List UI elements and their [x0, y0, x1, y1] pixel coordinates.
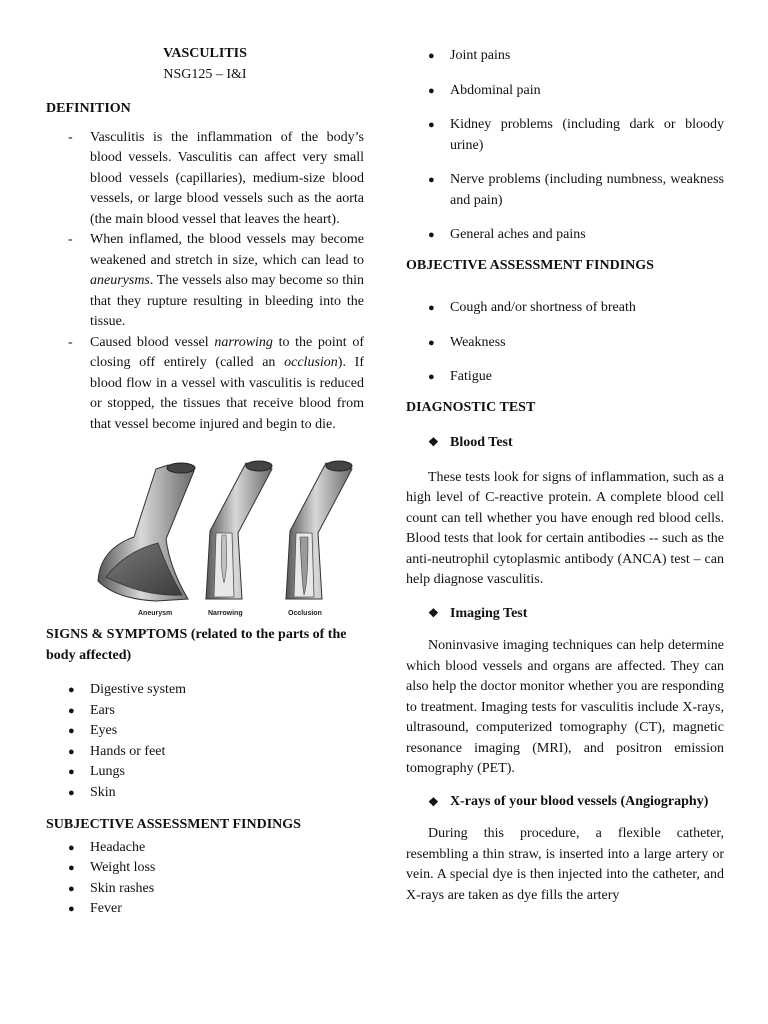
subjective-list-continued [406, 46, 724, 246]
list-item: ● Weight loss [68, 860, 156, 875]
document-title: VASCULITIS [163, 46, 247, 61]
vessel-diagram-svg [96, 459, 366, 619]
course-code: NSG125 – I&I [163, 66, 247, 82]
list-item: ● Kidney problems (including dark or bloody urine) [428, 117, 724, 153]
definition-heading: DEFINITION [46, 101, 131, 116]
signs-heading: SIGNS & SYMPTOMS (related to the parts of the body affected) [46, 627, 347, 663]
list-item: ● Skin [68, 784, 116, 800]
definition-item: - Caused blood vessel narrowing to the point of closing off entirely (called an occlusion). If blood flow in a vessel with vasculitis is reduced or stopped, the tissues that receive blood from that vessel become injured and begin to die. [68, 334, 364, 432]
diamond-bullet-icon: ❖ [428, 605, 439, 620]
signs-list [46, 680, 364, 803]
list-item: ● Nerve problems (including numbness, weakness and pain) [428, 172, 724, 208]
blood-test-text: These tests look for signs of inflammation, such as a high level of C-reactive protein. A complete blood cell count can tell whether you have enough red blood cells. Blood tests that look for certain antibodies -- such as the anti-neutrophil cytoplasmic antibody (ANCA) test – can help diagnose vasculitis. [406, 469, 724, 587]
diagnostic-heading: DIAGNOSTIC TEST [406, 399, 536, 415]
vessel-illustration [96, 459, 366, 619]
blood-test-heading: ❖ Blood Test [406, 432, 724, 454]
occlusion-vessel [286, 461, 352, 599]
list-item: ● Joint pains [428, 48, 511, 63]
right-column [406, 46, 724, 906]
list-item: ● Headache [68, 839, 146, 855]
figure-label-narrowing: Narrowing [208, 610, 243, 617]
narrowing-vessel [206, 461, 272, 599]
objective-heading: OBJECTIVE ASSESSMENT FINDINGS [406, 257, 654, 273]
diamond-bullet-icon: ❖ [428, 794, 439, 809]
subjective-heading: SUBJECTIVE ASSESSMENT FINDINGS [46, 817, 301, 832]
list-item: ● Lungs [68, 764, 125, 779]
left-column [46, 44, 364, 920]
list-item: ● Skin rashes [68, 880, 155, 896]
list-item: ● Ears [68, 702, 115, 718]
list-item: ● Fever [68, 901, 122, 916]
objective-list [406, 298, 724, 388]
figure-label-occlusion: Occlusion [288, 610, 322, 617]
xray-heading: ❖ X-rays of your blood vessels (Angiography) [406, 792, 724, 813]
list-item: ● Digestive system [68, 682, 187, 697]
list-item: ● Hands or feet [68, 743, 166, 759]
xray-text: During this procedure, a flexible catheter, resembling a thin straw, is inserted into a large artery or vein. A special dye is then injected into the catheter, and X-rays are taken as dye fills the artery [406, 826, 724, 903]
list-item: ● Weakness [428, 334, 506, 350]
list-item: ● Eyes [68, 723, 118, 738]
imaging-test-text: Noninvasive imaging techniques can help determine which blood vessels and organs are affected. They can also help the doctor monitor whether you are responding to treatment. Imaging tests for vasculitis include X-rays, ultrasound, computerized tomography (CT), magnetic resonance imaging (MRI), and positron emission tomography (PET). [406, 638, 724, 776]
list-item: ● Abdominal pain [428, 82, 541, 98]
subjective-list [46, 838, 364, 920]
imaging-test-heading: ❖ Imaging Test [406, 603, 724, 625]
aneurysm-vessel [98, 463, 195, 601]
definition-item: - When inflamed, the blood vessels may become weakened and stretch in size, which can lead to aneurysms. The vessels also may become so thin that they rupture resulting in bleeding into the tissue. [68, 232, 364, 329]
definition-list [46, 128, 364, 436]
definition-item: - Vasculitis is the inflammation of the body’s blood vessels. Vasculitis can affect very small blood vessels (capillaries), medium-size blood vessels, or large blood vessels such as the aorta (the main blood vessel that leaves the heart). [68, 129, 364, 227]
figure-label-aneurysm: Aneurysm [138, 610, 173, 617]
diamond-bullet-icon: ❖ [428, 435, 439, 449]
list-item: ● General aches and pains [428, 227, 586, 242]
list-item: ● Fatigue [428, 369, 492, 384]
list-item: ● Cough and/or shortness of breath [428, 300, 636, 315]
